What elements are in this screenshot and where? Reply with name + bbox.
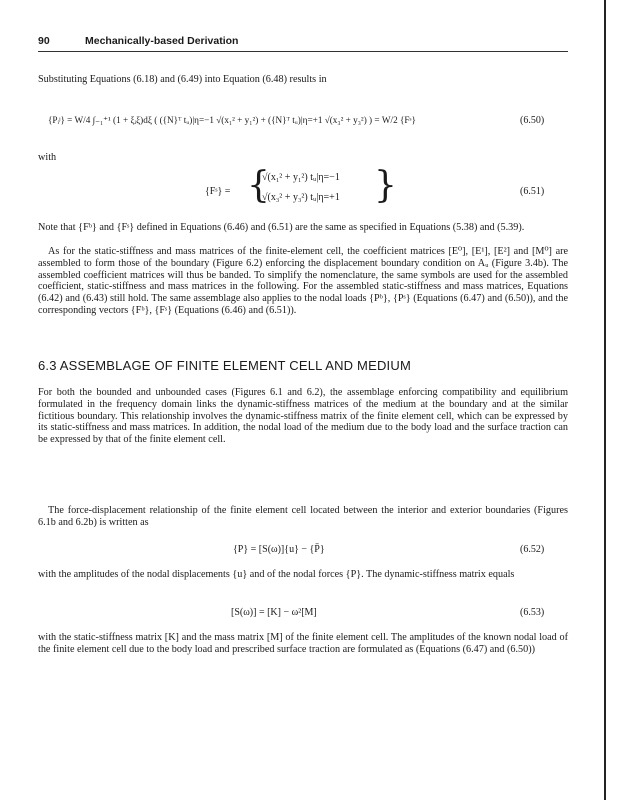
paragraph-force-displacement: The force-displacement relationship of the finite element cell located between the interior and exterior boundaries (Figures 6.1b and 6.2b) is written as bbox=[38, 505, 568, 528]
paragraph-static-stiffness: with the static-stiffness matrix [K] and the mass matrix [M] of the finite element cell. The amplitudes of the known nodal load of the finite element cell due to the body load and prescribed surface traction are formulated as (Equations (6.47) and (6.50)) bbox=[38, 632, 568, 655]
equation-6-51-lhs: {Fˢ} = bbox=[205, 186, 231, 197]
equation-6-50: {Pᵢʲ} = W/4 ∫₋₁⁺¹ (1 + ξᵢξ)dξ ( ({N}ᵀ tᵤ)|η=−1 √(x₁² + y₁²) + ({N}ᵀ tᵤ)|η=+1 √(x₃² + y₃²) ) = W/2 {Fˢ} bbox=[48, 115, 416, 125]
equation-6-51-matrix bbox=[262, 171, 340, 205]
with-label: with bbox=[38, 152, 57, 163]
header-rule bbox=[38, 51, 568, 52]
equation-number-6-50: (6.50) bbox=[520, 115, 545, 126]
left-brace: { bbox=[247, 165, 270, 206]
paragraph-note: Note that {Fᵇ} and {Fˢ} defined in Equations (6.46) and (6.51) are the same as specified in Equations (5.38) and (5.39). bbox=[38, 222, 525, 233]
paragraph-cases: For both the bounded and unbounded cases (Figures 6.1 and 6.2), the assemblage enforcing compatibility and equilibrium formulated in the frequency domain links the dynamic-stiffness matrices of the medium at the boundary and at the similar fictitious boundary. This relationship involves the dynamic-stiffness matrix of the finite element cell, which can be expressed by its static-stiffness and mass matrices. In addition, the nodal load of the medium due to the body load and the surface traction can be expressed by that of the finite element cell. bbox=[38, 387, 568, 446]
intro-text: Substituting Equations (6.18) and (6.49) into Equation (6.48) results in bbox=[38, 74, 327, 85]
equation-6-53: [S(ω)] = [K] − ω²[M] bbox=[231, 607, 317, 618]
equation-number-6-52: (6.52) bbox=[520, 544, 545, 555]
chapter-title: Mechanically-based Derivation bbox=[85, 35, 239, 47]
right-brace: } bbox=[374, 165, 397, 206]
scan-edge-bar bbox=[604, 0, 606, 800]
matrix-row-1: √(x₁² + y₁²) tᵤ|η=−1 bbox=[262, 172, 340, 183]
section-heading: 6.3 ASSEMBLAGE OF FINITE ELEMENT CELL AND MEDIUM bbox=[38, 358, 411, 373]
paragraph-assembly: As for the static-stiffness and mass matrices of the finite-element cell, the coefficient matrices [E⁰], [E¹], [E²] and [M⁰] are assembled to form those of the boundary (Figure 6.2) enforcing the displacement boundary condition on Aᵤ (Figure 3.4b). The assembled coefficient matrices will thus be banded. To simplify the nomenclature, the same symbols are used for the assembled coefficient, static-stiffness and mass matrices in the following. For the assembled static-stiffness and mass matrices, Equations (6.42) and (6.43) still hold. The same assemblage also applies to the nodal loads {Pᵇ}, {Pˢ} (Equations (6.47) and (6.50)), and the corresponding vectors {Fᵇ}, {Fˢ} (Equations (6.46) and (6.51)). bbox=[38, 246, 568, 316]
matrix-row-2: √(x₃² + y₃²) tᵤ|η=+1 bbox=[262, 192, 340, 203]
equation-6-52: {P} = [S(ω)]{u} − {P̄} bbox=[233, 544, 325, 555]
paragraph-amplitudes: with the amplitudes of the nodal displacements {u} and of the nodal forces {P}. The dynamic-stiffness matrix equals bbox=[38, 569, 515, 580]
page-number: 90 bbox=[38, 35, 50, 47]
equation-number-6-51: (6.51) bbox=[520, 186, 545, 197]
equation-number-6-53: (6.53) bbox=[520, 607, 545, 618]
